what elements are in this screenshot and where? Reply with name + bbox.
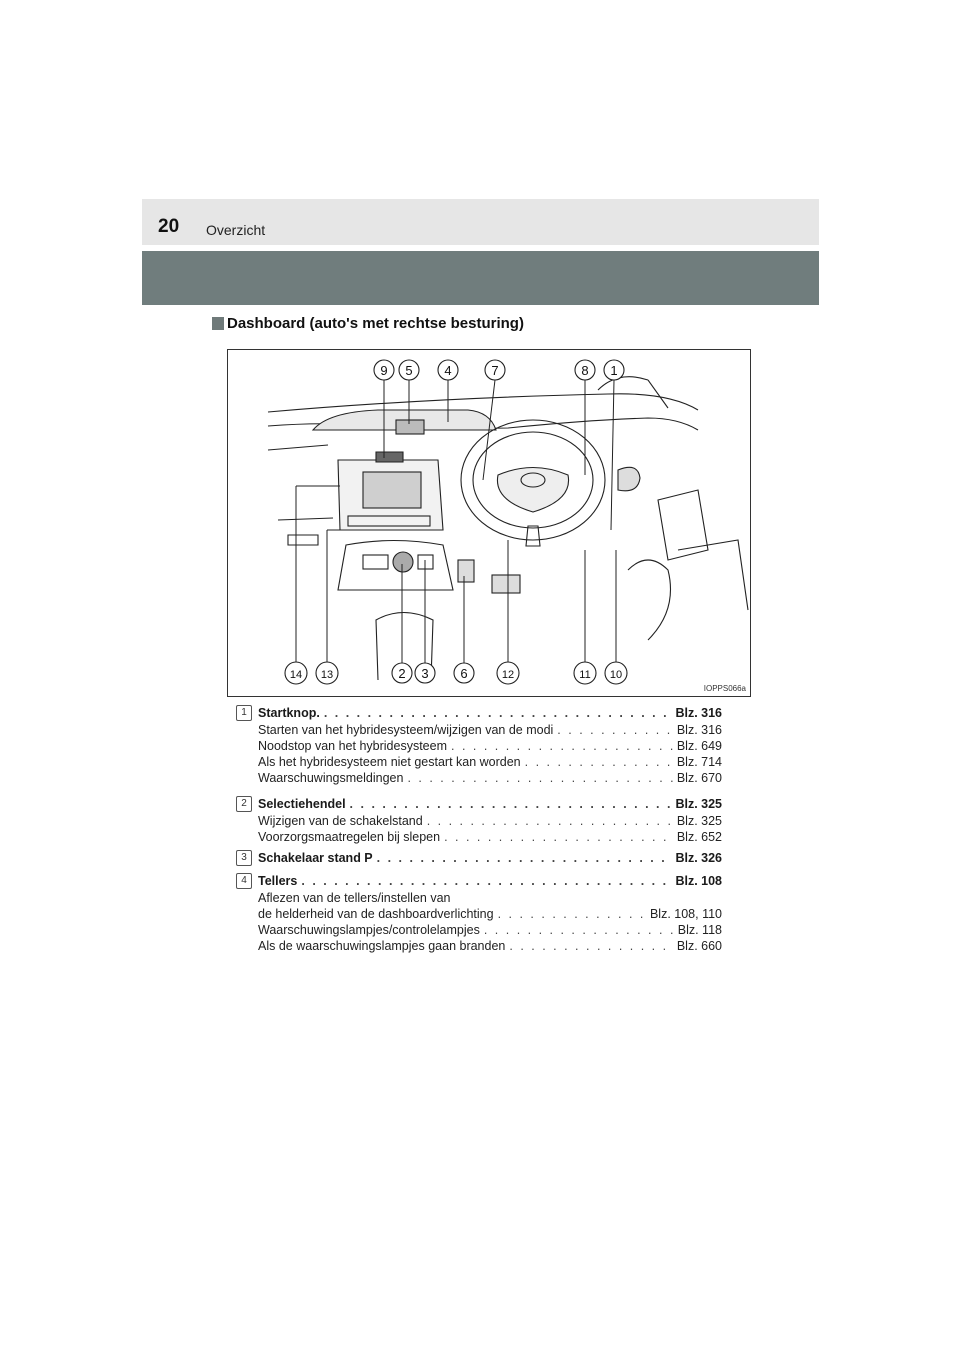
sub-label: Starten van het hybridesysteem/wijzigen van de modi: [258, 723, 554, 737]
callout-label: 9: [380, 363, 388, 378]
entry-page: Blz. 326: [675, 851, 722, 865]
sub-page: Blz. 714: [676, 755, 722, 769]
entry-title-row: [258, 851, 722, 868]
page-number: 20: [158, 216, 180, 237]
callout-label: 6: [460, 666, 468, 681]
header-title: Overzicht: [206, 222, 266, 238]
sub-row: [258, 939, 722, 955]
sub-row: [258, 923, 722, 939]
sub-label: Noodstop van het hybridesysteem: [258, 739, 447, 753]
callout-label: 10: [609, 669, 623, 681]
entry-page: Blz. 316: [675, 706, 722, 720]
sub-row: [258, 907, 722, 923]
callout-label: 5: [405, 363, 413, 378]
sub-label: Waarschuwingsmeldingen: [258, 771, 404, 785]
sub-page: Blz. 649: [676, 739, 722, 753]
callout-label: 13: [320, 669, 334, 681]
sub-row: [258, 814, 722, 830]
sub-label: Aflezen van de tellers/instellen van: [258, 891, 451, 905]
callout-label: 1: [610, 363, 618, 378]
sub-page: Blz. 670: [676, 771, 722, 785]
dashboard-illustration: [227, 349, 751, 697]
entry-title-row: [258, 874, 722, 891]
section-title: Dashboard (auto's met rechtse besturing): [227, 315, 524, 332]
sub-label: Als de waarschuwingslampjes gaan branden: [258, 939, 506, 953]
callout-label: 14: [289, 669, 303, 681]
callout-label: 3: [421, 666, 429, 681]
callout-label: 8: [581, 363, 589, 378]
section-marker-icon: [212, 317, 224, 330]
callout-label: 11: [579, 669, 591, 681]
callout-label: 4: [444, 363, 452, 378]
sub-row: [258, 830, 722, 846]
entry-title-row: [258, 797, 722, 814]
entry-tellers: [236, 874, 722, 955]
entry-number-icon: 4: [236, 873, 252, 889]
sub-label: Waarschuwingslampjes/controlelampjes: [258, 923, 480, 937]
sub-label: Als het hybridesysteem niet gestart kan worden: [258, 755, 521, 769]
entry-schakelaar-p: [236, 851, 722, 868]
entry-title: Schakelaar stand P: [258, 851, 373, 865]
callout-label: 7: [491, 363, 499, 378]
dashboard-drawing: [228, 350, 750, 696]
entry-title-row: [258, 706, 722, 723]
entry-number-icon: 2: [236, 796, 252, 812]
sub-page: Blz. 652: [676, 830, 722, 844]
sub-page: Blz. 325: [676, 814, 722, 828]
entry-selectiehendel: [236, 797, 722, 846]
sub-row: [258, 755, 722, 771]
sub-row: [258, 771, 722, 787]
callout-label: 12: [501, 669, 515, 681]
entry-page: Blz. 108: [675, 874, 722, 888]
sub-page: Blz. 118: [677, 923, 722, 937]
callout-label: 2: [398, 666, 406, 681]
entry-title: Startknop.: [258, 706, 320, 720]
entry-title: Tellers: [258, 874, 298, 888]
sub-page: Blz. 660: [676, 939, 722, 953]
sub-label: de helderheid van de dashboardverlichting: [258, 907, 494, 921]
sub-row: [258, 723, 722, 739]
sub-row: [258, 739, 722, 755]
section-band: [142, 251, 819, 305]
sub-label: Voorzorgsmaatregelen bij slepen: [258, 830, 441, 844]
entry-title: Selectiehendel: [258, 797, 346, 811]
entry-startknop: [236, 706, 722, 787]
entry-number-icon: 3: [236, 850, 252, 866]
sub-row: [258, 891, 722, 907]
entry-page: Blz. 325: [675, 797, 722, 811]
figure-code: IOPPS066a: [703, 684, 746, 693]
sub-label: Wijzigen van de schakelstand: [258, 814, 423, 828]
entry-number-icon: 1: [236, 705, 252, 721]
sub-page: Blz. 316: [676, 723, 722, 737]
sub-page: Blz. 108, 110: [649, 907, 722, 921]
